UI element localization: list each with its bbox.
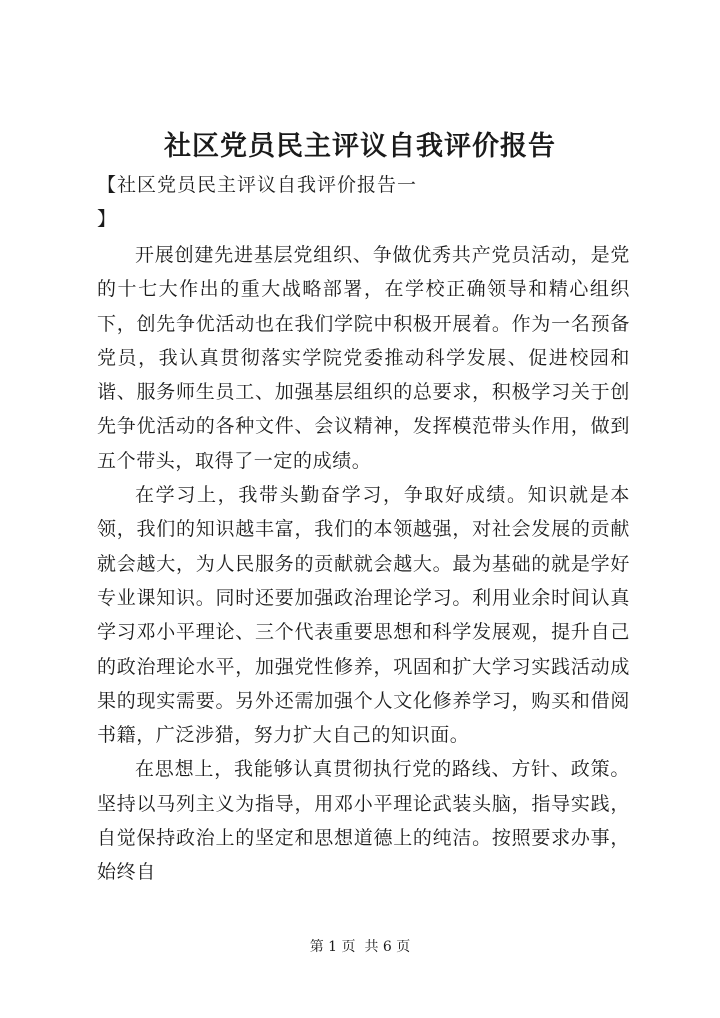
document-title: 社区党员民主评议自我评价报告 bbox=[164, 131, 556, 162]
paragraph: 在思想上，我能够认真贯彻执行党的路线、方针、政策。坚持以马列主义为指导，用邓小平理论武装头脑，指导实践，自觉保持政治上的坚定和思想道德上的纯洁。按照要求办事，始终自 bbox=[97, 758, 630, 884]
paragraph: 在学习上，我带头勤奋学习，争取好成绩。知识就是本领，我们的知识越丰富，我们的本领越强，对社会发展的贡献就会越大，为人民服务的贡献就会越大。最为基础的就是学好专业课知识。同时还要加强政治理论学习。利用业余时间认真学习邓小平理论、三个代表重要思想和科学发展观，提升自己的政治理论水平，加强党性修养，巩固和扩大学习实践活动成果的现实需要。另外还需加强个人文化修养学习，购买和借阅书籍，广泛涉猎，努力扩大自己的知识面。 bbox=[97, 484, 630, 747]
page-footer bbox=[0, 937, 720, 957]
document-subtitle: 【社区党员民主评议自我评价报告一 bbox=[97, 174, 418, 196]
page-number: 第 1 页 共 6 页 bbox=[309, 939, 411, 955]
document-body bbox=[97, 238, 630, 890]
paragraph: 开展创建先进基层党组织、争做优秀共产党员活动，是党的十七大作出的重大战略部署，在学校正确领导和精心组织下，创先争优活动也在我们学院中积极开展着。作为一名预备党员，我认真贯彻落实学院党委推动科学发展、促进校园和谐、服务师生员工、加强基层组织的总要求，积极学习关于创先争优活动的各种文件、会议精神，发挥模范带头作用，做到五个带头，取得了一定的成绩。 bbox=[97, 244, 630, 472]
document-subtitle-bracket: 】 bbox=[97, 208, 118, 230]
